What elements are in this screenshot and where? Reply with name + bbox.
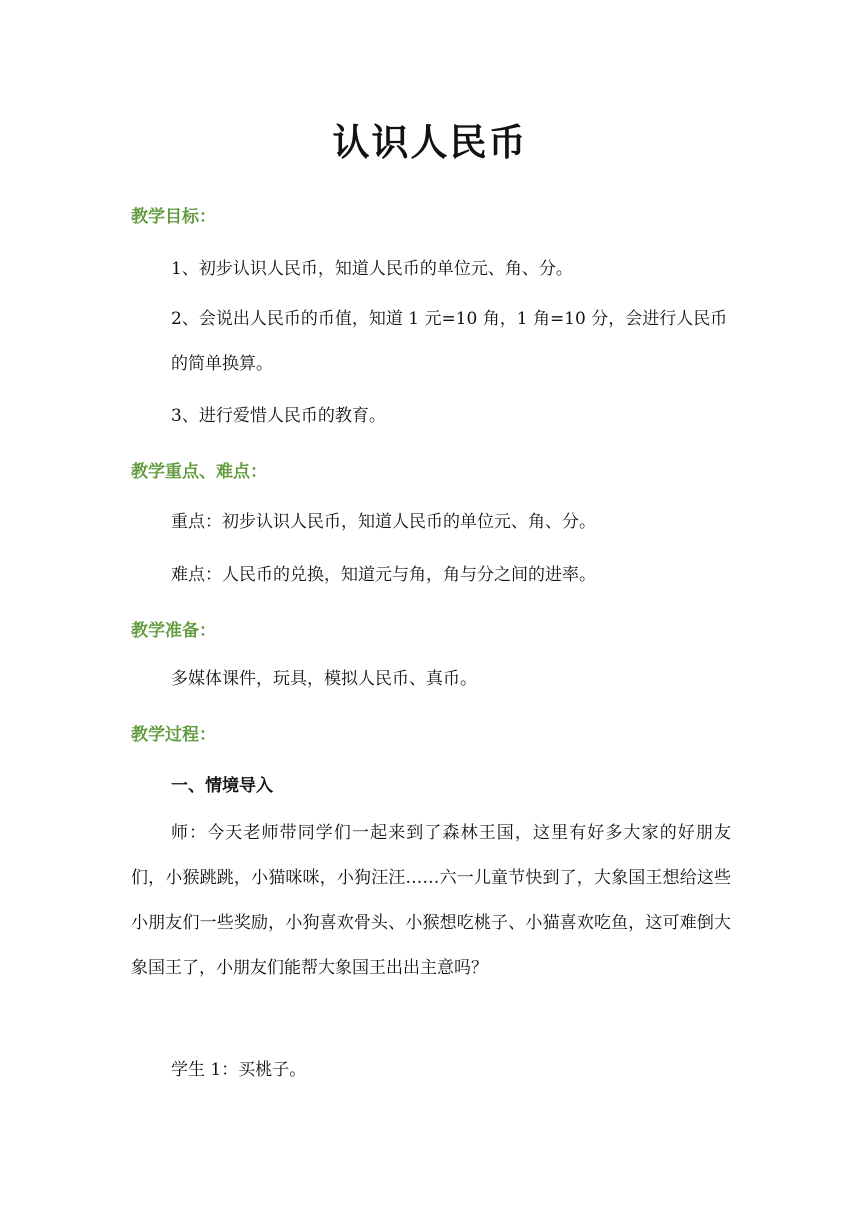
objective-item-2: 2、会说出人民币的币值，知道 1 元=10 角，1 角=10 分，会进行人民币的简单换算。 — [171, 309, 728, 374]
process-paragraph-1: 师：今天老师带同学们一起来到了森林王国，这里有好多大家的好朋友们，小猴跳跳，小猫咪咪，小狗汪汪……六一儿童节快到了，大象国王想给这些小朋友们一些奖励，小狗喜欢骨头、小猴想吃桃子、小猫喜欢吃鱼，这可难倒大象国王了，小朋友们能帮大象国王出出主意吗？ — [131, 823, 731, 978]
process-paragraph-2: 学生 1：买桃子。 — [171, 1060, 307, 1080]
key-points-heading: 教学重点、难点： — [131, 462, 267, 482]
process-subheading: 一、情境导入 — [171, 776, 273, 796]
document-title: 认识人民币 — [332, 121, 528, 164]
objectives-heading: 教学目标： — [131, 207, 216, 227]
preparation-item-1: 多媒体课件，玩具，模拟人民币、真币。 — [171, 669, 477, 689]
key-point-item-1: 重点：初步认识人民币，知道人民币的单位元、角、分。 — [171, 512, 596, 532]
key-point-item-2: 难点：人民币的兑换，知道元与角，角与分之间的进率。 — [171, 565, 596, 585]
objective-item-3: 3、进行爱惜人民币的教育。 — [171, 406, 386, 426]
objective-item-1: 1、初步认识人民币，知道人民币的单位元、角、分。 — [171, 259, 573, 279]
process-heading: 教学过程： — [131, 725, 216, 745]
preparation-heading: 教学准备： — [131, 621, 216, 641]
